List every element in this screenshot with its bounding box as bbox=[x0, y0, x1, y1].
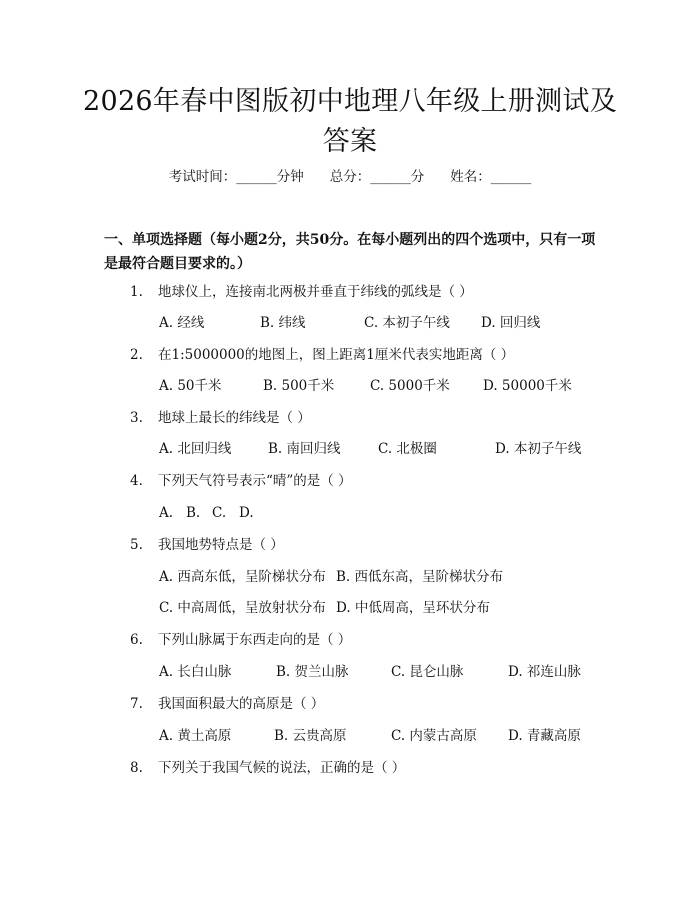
option-4-c: C. bbox=[212, 505, 227, 521]
option-5-a: A. 西高东低，呈阶梯状分布 bbox=[159, 569, 326, 585]
question-5 bbox=[130, 535, 284, 555]
option-7-c: C. 内蒙古高原 bbox=[391, 728, 477, 744]
option-5-d: D. 中低周高，呈环状分布 bbox=[336, 600, 490, 616]
exam-time-label: 考试时间：______分钟 bbox=[168, 169, 304, 185]
option-7-d: D. 青藏高原 bbox=[508, 728, 581, 744]
total-score-label: 总分：______分 bbox=[329, 169, 425, 185]
question-text: 地球仪上，连接南北两极并垂直于纬线的弧线是（ ） bbox=[158, 284, 473, 300]
question-number: 3. bbox=[130, 410, 143, 426]
option-3-a: A. 北回归线 bbox=[159, 441, 232, 457]
option-1-a: A. 经线 bbox=[159, 315, 205, 331]
question-number: 1. bbox=[130, 284, 143, 300]
question-number: 6. bbox=[130, 632, 143, 648]
question-number: 7. bbox=[130, 696, 143, 712]
question-number: 5. bbox=[130, 537, 143, 553]
student-name-label: 姓名：______ bbox=[450, 169, 532, 185]
question-7 bbox=[130, 694, 324, 714]
question-number: 2. bbox=[130, 347, 143, 363]
question-text: 在1:5000000的地图上，图上距离1厘米代表实地距离（ ） bbox=[158, 347, 515, 363]
option-7-a: A. 黄土高原 bbox=[159, 728, 232, 744]
option-1-b: B. 纬线 bbox=[260, 315, 306, 331]
option-5-b: B. 西低东高，呈阶梯状分布 bbox=[336, 569, 504, 585]
question-text: 下列天气符号表示“晴”的是（ ） bbox=[158, 473, 352, 489]
option-2-d: D. 50000千米 bbox=[483, 378, 572, 394]
option-6-a: A. 长白山脉 bbox=[159, 664, 232, 680]
option-6-b: B. 贺兰山脉 bbox=[276, 664, 349, 680]
question-8 bbox=[130, 758, 405, 778]
question-1 bbox=[130, 282, 473, 302]
option-3-d: D. 本初子午线 bbox=[495, 441, 582, 457]
question-text: 下列关于我国气候的说法，正确的是（ ） bbox=[158, 760, 406, 776]
question-number: 4. bbox=[130, 473, 143, 489]
option-1-c: C. 本初子午线 bbox=[364, 315, 450, 331]
section-heading: 一、单项选择题（每小题2分，共50分。在每小题列出的四个选项中，只有一项是最符合题目要求的。） bbox=[104, 232, 596, 272]
option-7-b: B. 云贵高原 bbox=[274, 728, 347, 744]
question-4 bbox=[130, 471, 352, 491]
option-4-a: A. bbox=[159, 505, 174, 521]
option-3-b: B. 南回归线 bbox=[268, 441, 341, 457]
exam-meta bbox=[0, 167, 700, 187]
question-text: 下列山脉属于东西走向的是（ ） bbox=[158, 632, 352, 648]
page-title bbox=[60, 82, 640, 162]
option-3-c: C. 北极圈 bbox=[378, 441, 437, 457]
question-3 bbox=[130, 408, 311, 428]
question-text: 我国地势特点是（ ） bbox=[158, 537, 284, 553]
option-4-b: B. bbox=[186, 505, 201, 521]
option-2-c: C. 5000千米 bbox=[370, 378, 450, 394]
option-4-d: D. bbox=[239, 505, 254, 521]
title-line-1: 2026年春中图版初中地理八年级上册测试及 bbox=[82, 86, 617, 117]
question-text: 地球上最长的纬线是（ ） bbox=[158, 410, 311, 426]
question-number: 8. bbox=[130, 760, 143, 776]
option-6-d: D. 祁连山脉 bbox=[508, 664, 581, 680]
title-line-2: 答案 bbox=[322, 126, 378, 157]
question-6 bbox=[130, 630, 351, 650]
option-1-d: D. 回归线 bbox=[481, 315, 541, 331]
question-text: 我国面积最大的高原是（ ） bbox=[158, 696, 325, 712]
option-2-b: B. 500千米 bbox=[263, 378, 335, 394]
option-2-a: A. 50千米 bbox=[159, 378, 222, 394]
question-2 bbox=[130, 345, 514, 365]
option-6-c: C. 昆仑山脉 bbox=[391, 664, 464, 680]
option-5-c: C. 中高周低，呈放射状分布 bbox=[159, 600, 326, 616]
